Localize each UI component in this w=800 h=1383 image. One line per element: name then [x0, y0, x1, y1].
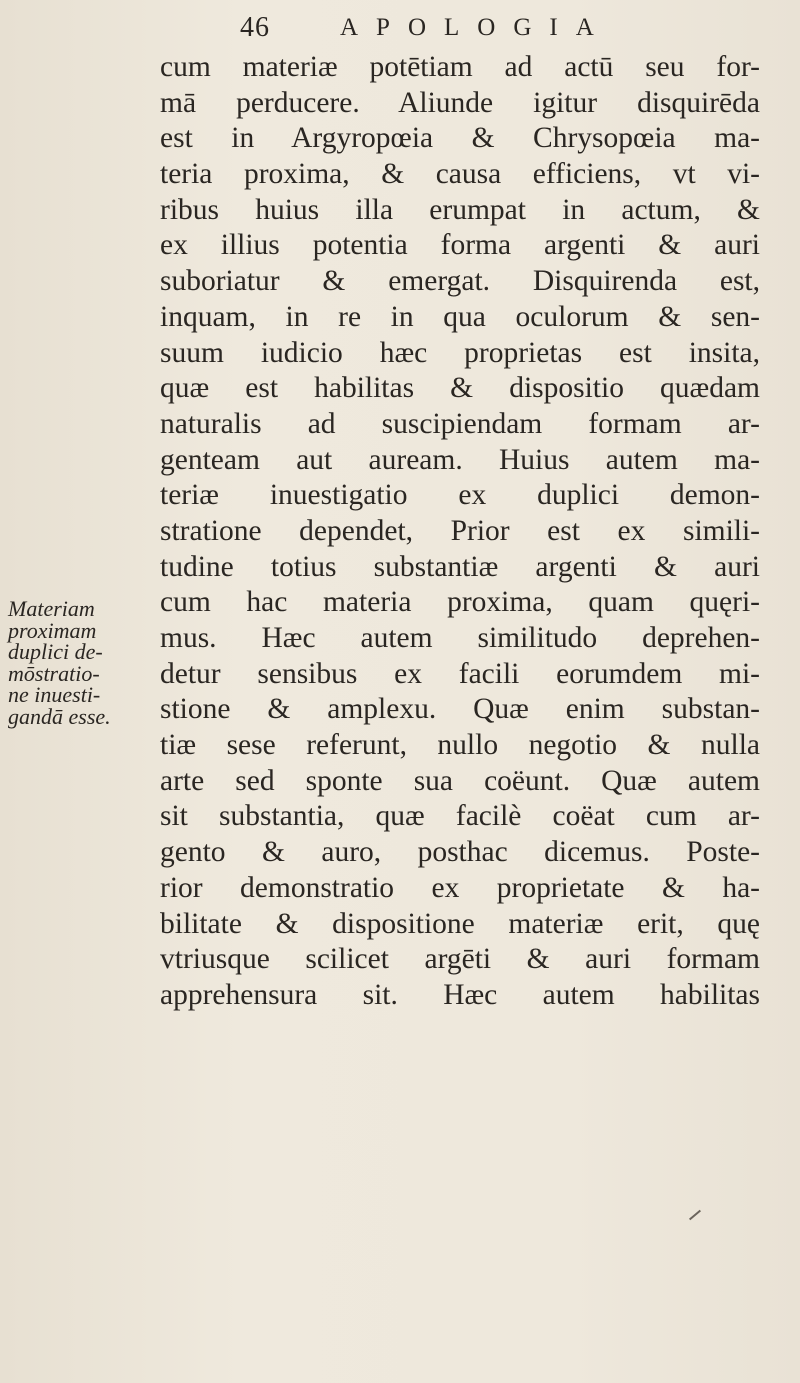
- text-line: ex illius potentia forma argenti & auri: [160, 229, 760, 262]
- text-line: cum hac materia proxima, quam quęri-: [160, 586, 760, 619]
- text-line: vtriusque scilicet argēti & auri formam: [160, 943, 760, 976]
- text-line: detur sensibus ex facili eorumdem mi-: [160, 657, 760, 690]
- text-line: suboriatur & emergat. Disquirenda est,: [160, 265, 760, 298]
- text-line: ribus huius illa erumpat in actum, &: [160, 193, 760, 226]
- text-line: teria proxima, & causa efficiens, vt vi-: [160, 158, 760, 191]
- text-line: stione & amplexu. Quæ enim substan-: [160, 693, 760, 726]
- text-line: arte sed sponte sua coëunt. Quæ autem: [160, 764, 760, 797]
- marginal-note-line: ne inuesti-: [8, 682, 101, 707]
- marginal-note-line: Materiam: [8, 596, 95, 621]
- text-line: stratione dependet, Prior est ex simili-: [160, 514, 760, 547]
- text-line: tudine totius substantiæ argenti & auri: [160, 550, 760, 583]
- text-line: tiæ sese referunt, nullo negotio & nulla: [160, 729, 760, 762]
- main-text-column: [160, 50, 760, 1014]
- text-line: quæ est habilitas & dispositio quædam: [160, 372, 760, 405]
- text-line: mā perducere. Aliunde igitur disquirēda: [160, 86, 760, 119]
- marginal-note: [8, 598, 168, 727]
- text-line: bilitate & dispositione materiæ erit, quę: [160, 907, 760, 940]
- marginal-note-line: duplici de-: [8, 639, 103, 664]
- text-line: gento & auro, posthac dicemus. Poste-: [160, 836, 760, 869]
- running-head: APOLOGIA: [340, 14, 612, 41]
- ink-stroke-mark: [689, 1210, 701, 1221]
- text-line: rior demonstratio ex proprietate & ha-: [160, 871, 760, 904]
- text-line: genteam aut auream. Huius autem ma-: [160, 443, 760, 476]
- text-line: teriæ inuestigatio ex duplici demon-: [160, 479, 760, 512]
- text-line: apprehensura sit. Hæc autem habilitas: [160, 978, 760, 1011]
- text-line: est in Argyropœia & Chrysopœia ma-: [160, 122, 760, 155]
- text-line: inquam, in re in qua oculorum & sen-: [160, 300, 760, 333]
- marginal-note-line: gandā esse.: [8, 703, 111, 729]
- text-line: naturalis ad suscipiendam formam ar-: [160, 407, 760, 440]
- page-header: [0, 10, 800, 50]
- page-number: 46: [240, 12, 270, 43]
- text-line: suum iudicio hæc proprietas est insita,: [160, 336, 760, 369]
- marginal-note-line: proximam: [8, 617, 97, 643]
- marginal-note-line: mōstratio-: [8, 660, 100, 686]
- text-line: sit substantia, quæ facilè coëat cum ar-: [160, 800, 760, 833]
- text-line: mus. Hæc autem similitudo deprehen-: [160, 622, 760, 654]
- text-line: cum materiæ potētiam ad actū seu for-: [160, 51, 760, 83]
